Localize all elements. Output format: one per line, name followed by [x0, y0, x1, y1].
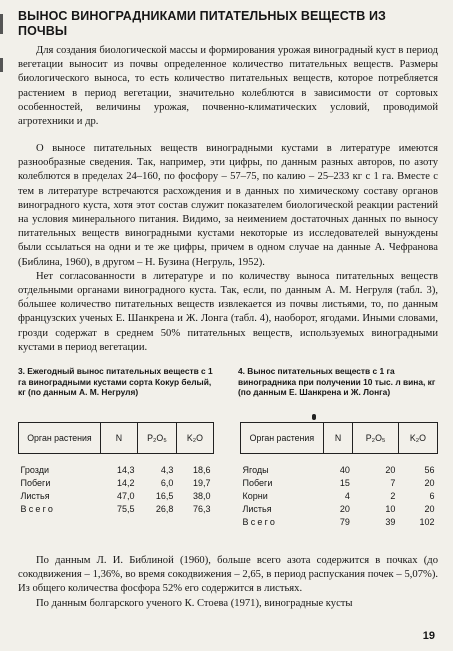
- page-number: 19: [422, 630, 435, 642]
- cell-p2o5: 39: [385, 517, 396, 527]
- cell-organ: Ягоды: [242, 465, 269, 475]
- table4-caption: 4. Вынос питательных веществ с 1 га виноградника при получении 10 тыс. л вина, кг (по данным Е. Шанкрена и Ж. Лонга): [238, 366, 436, 398]
- cell-n: 75,5: [116, 504, 135, 514]
- cell-n: 79: [339, 517, 350, 527]
- scan-edge-mark: [0, 14, 3, 34]
- cell-n: 4: [344, 491, 350, 501]
- cell-n: 14,2: [116, 478, 135, 488]
- cell-k2o: 56: [424, 465, 435, 475]
- table-row: [19, 490, 214, 503]
- table-row: [241, 477, 438, 490]
- cell-p2o5: 4,3: [160, 465, 174, 475]
- cell-k2o: 20: [424, 504, 435, 514]
- col-header-p2o5: P₂O₅: [353, 423, 399, 454]
- cell-p2o5: 20: [385, 465, 396, 475]
- cell-p2o5: 2: [390, 491, 396, 501]
- col-header-organ: Орган растения: [241, 423, 324, 454]
- table4-nutrient-removal: [240, 422, 438, 529]
- cell-organ: Побеги: [20, 478, 51, 488]
- after-tables-text: [18, 554, 438, 611]
- cell-k2o: 6: [429, 491, 435, 501]
- cell-k2o: 19,7: [192, 478, 211, 488]
- table-row: [19, 477, 214, 490]
- paragraph-literature: О выносе питательных веществ виноградными кустами в литературе имеются разнообразные сведения. Так, например, эти цифры, по данным разных авторов, по азоту колеблются в пределах 24–160, по фосфору – 57–75, по калию – 25–233 кг с 1 га. Вместе с тем в литературе встречаются расхождения и в данных по химическому составу органов виноградного куста, хотя этот состав служит показателем биологической реакции растений на условия минерального питания. Видимо, за неимением достаточных данных по выносу питательных веществ виноградными кустами некоторые из исследователей вынуждены были ссылаться на одни и те же цифры, причем в одном случае на данные А. Чефранова (Библина, 1960), в другом – Н. Бузина (Негруль, 1952).: [18, 143, 438, 268]
- cell-p2o5: 6,0: [160, 478, 174, 488]
- table-row: [241, 503, 438, 516]
- ink-mark: [312, 414, 316, 420]
- scan-edge-mark: [0, 58, 3, 72]
- cell-k2o: 38,0: [192, 491, 211, 501]
- table-header-row: [241, 423, 438, 454]
- cell-organ: Листья: [242, 504, 272, 514]
- cell-organ: Листья: [20, 491, 50, 501]
- table-header-row: [19, 423, 214, 454]
- cell-p2o5: 16,5: [155, 491, 174, 501]
- cell-p2o5: 7: [390, 478, 396, 488]
- cell-k2o: 102: [419, 517, 435, 527]
- paragraph-biblina: По данным Л. И. Библиной (1960), больше всего азота содержится в почках (до сокодвижения – 1,36%, во время сокодвижения – 2,65, в период распускания почек – 5,07%). Из общего количества фосфора 52% его содержится в листьях.: [18, 555, 438, 595]
- cell-organ: Всего: [20, 504, 56, 514]
- col-header-k2o: K₂O: [398, 423, 437, 454]
- paragraph-stoev: По данным болгарского ученого К. Стоева (1971), виноградные кусты: [36, 597, 353, 609]
- cell-n: 14,3: [116, 465, 135, 475]
- table3-nutrient-removal: [18, 422, 214, 516]
- cell-n: 15: [339, 478, 350, 488]
- table-spacer: [19, 454, 214, 465]
- table-row: [241, 490, 438, 503]
- col-header-organ: Орган растения: [19, 423, 101, 454]
- table-spacer: [241, 454, 438, 465]
- table-total-row: [241, 516, 438, 529]
- col-header-k2o: K₂O: [176, 423, 213, 454]
- cell-organ: Грозди: [20, 465, 49, 475]
- cell-n: 20: [339, 504, 350, 514]
- table3-caption: 3. Ежегодный вынос питательных веществ с 1 га виноградными кустами сорта Кокур белый, кг (по данным А. М. Негруля): [18, 366, 213, 398]
- col-header-p2o5: P₂O₅: [137, 423, 176, 454]
- cell-organ: Всего: [242, 517, 278, 527]
- col-header-n: N: [100, 423, 137, 454]
- table-total-row: [19, 503, 214, 516]
- col-header-n: N: [323, 423, 353, 454]
- cell-n: 47,0: [116, 491, 135, 501]
- cell-p2o5: 10: [385, 504, 396, 514]
- cell-n: 40: [339, 465, 350, 475]
- cell-k2o: 76,3: [192, 504, 211, 514]
- cell-k2o: 20: [424, 478, 435, 488]
- section-heading: ВЫНОС ВИНОГРАДНИКАМИ ПИТАТЕЛЬНЫХ ВЕЩЕСТВ ИЗ ПОЧВЫ: [18, 9, 386, 38]
- main-text: [18, 142, 438, 355]
- intro-text: [18, 44, 438, 129]
- cell-organ: Побеги: [242, 478, 273, 488]
- paragraph-intro: Для создания биологической массы и формирования урожая виноградный куст в период вегетации выносит из почвы определенное количество питательных веществ. Размеры биологического выноса, то есть количество питательных веществ, которое потребляется растением в период вегетации, значительно колеблются в зависимости от сортовых особенностей, величины урожая, почвенно-климатических условий, проводимой агротехники и др.: [18, 45, 438, 128]
- paragraph-disagreement: Нет согласованности в литературе и по количеству выноса питательных веществ отдельными органами виноградного куста. Так, если, по данным А. М. Негруля (табл. 3), бо́льшее количество питательных веществ извлекается из почвы листьями, то, по данным французских ученых Е. Шанкрена и Ж. Лонга (табл. 4), наоборот, ягодами. Иными словами, грозди содержат в среднем 50% питательных веществ, используемых виноградными кустами в период вегетации.: [18, 270, 438, 353]
- cell-p2o5: 26,8: [155, 504, 174, 514]
- cell-organ: Корни: [242, 491, 268, 501]
- table-row: [241, 464, 438, 477]
- table-row: [19, 464, 214, 477]
- cell-k2o: 18,6: [192, 465, 211, 475]
